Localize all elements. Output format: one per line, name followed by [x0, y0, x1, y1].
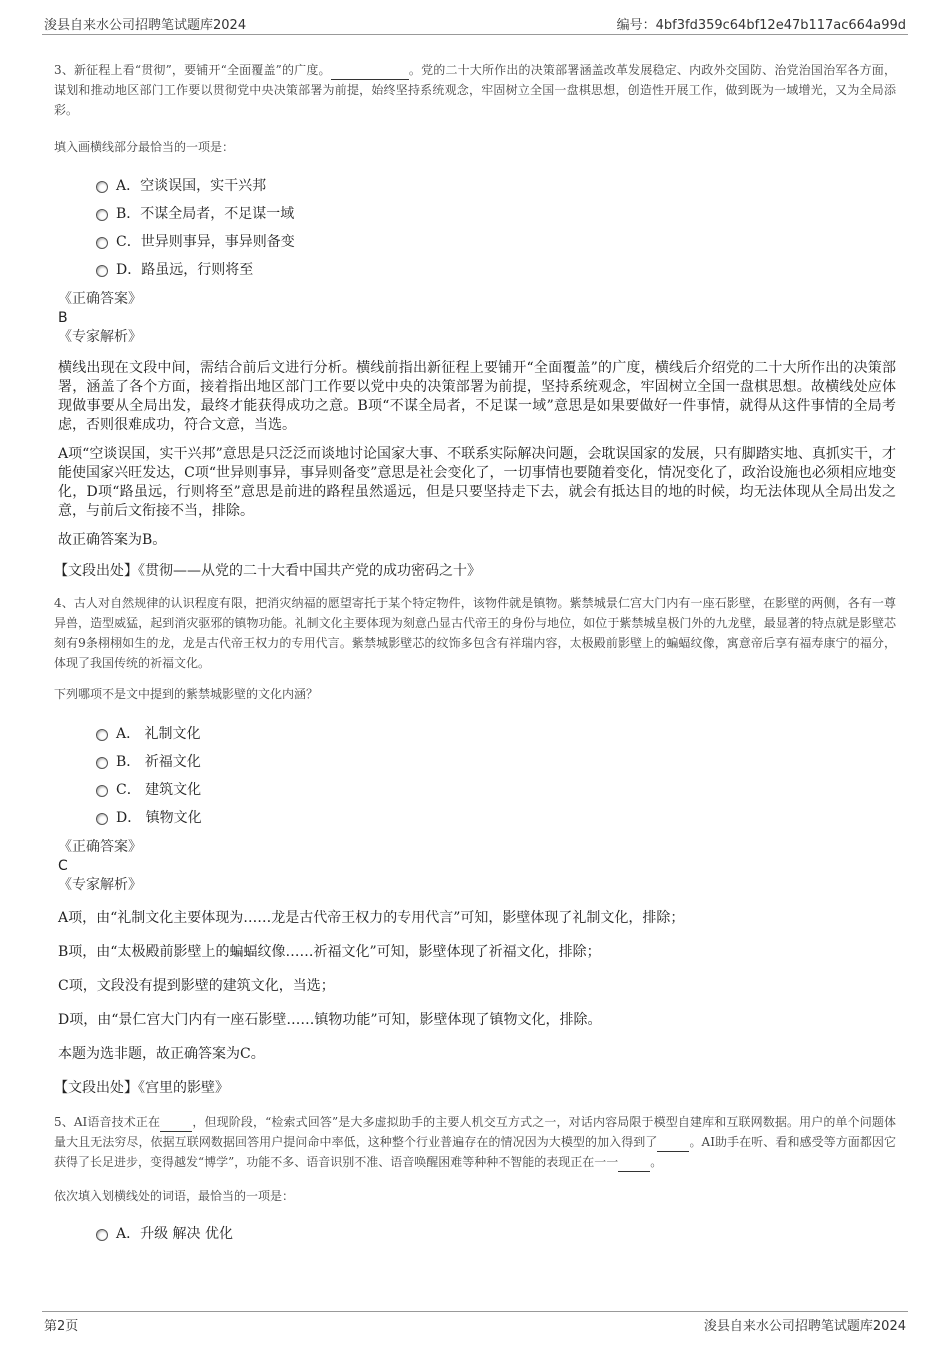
question-3-options [54, 172, 896, 284]
radio-button[interactable] [96, 757, 108, 769]
analysis-paragraph: A项“空谈误国，实干兴邦”意思是只泛泛而谈地讨论国家大事、不联系实际解决问题，会耽误国家的发展，只有脚踏实地、真抓实干，才能使国家兴旺发达，C项“世异则事异，事异则备变”意思是社会变化了，一切事情也要随着变化，情况变化了，政治设施也必须相应地变化，D项“路虽远，行则将至”意思是前进的路程虽然遥远，但是只要坚持走下去，就会有抵达目的地的时候，均无法体现从全局出发之意，与前后文衔接不当，排除。 [58, 446, 896, 519]
question-3-text: 3、新征程上看“贯彻”，要铺开“全面覆盖”的广度。 。党的二十大所作出的决策部署涵盖改革发展稳定、内政外交国防、治党治国治军各方面，谋划和推动地区部门工作要以贯彻党中央决策部署为前提，始终坚持系统观念，牢固树立全国一盘棋思想，创造性开展工作，做到既为一域增光，又为全局添彩。 [54, 63, 896, 117]
analysis-label: 《专家解析》 [58, 877, 142, 893]
analysis-paragraph: 横线出现在文段中间，需结合前后文进行分析。横线前指出新征程上要铺开“全面覆盖”的广度，横线后介绍党的二十大所作出的决策部署，涵盖了各个方面，接着指出地区部门工作要以党中央的决策部署为前提，坚持系统观念，牢固树立全国一盘棋思想。故横线处应体现做事要从全局出发，最终才能获得成功之意。B项“不谋全局者，不足谋一域”意思是如果要做好一件事情，就得从这件事情的全局考虑，否则很难成功，符合文意，当选。 [58, 360, 896, 433]
answer-value: B [58, 310, 68, 326]
footer-title: 浚县自来水公司招聘笔试题库2024 [703, 1319, 906, 1334]
answer-blank [657, 1136, 689, 1152]
answer-blank [160, 1116, 192, 1132]
question-4 [54, 593, 896, 1098]
option-b[interactable]: B．不谋全局者，不足谋一域 [54, 200, 896, 228]
page-number: 第2页 [44, 1319, 79, 1334]
radio-button[interactable] [96, 181, 108, 193]
radio-button[interactable] [96, 209, 108, 221]
header-doc-id: 编号：4bf3fd359c64bf12e47b117ac664a99d [616, 18, 906, 33]
answer-value: C [58, 858, 68, 874]
answer-blank [331, 64, 409, 80]
question-4-prompt: 下列哪项不是文中提到的紫禁城影壁的文化内涵？ [54, 687, 319, 701]
analysis-paragraph: D项，由“景仁宫大门内有一座石影壁……镇物功能”可知，影壁体现了镇物文化，排除。 [58, 1012, 602, 1028]
radio-button[interactable] [96, 729, 108, 741]
question-3-prompt: 填入画横线部分最恰当的一项是： [54, 140, 235, 154]
question-5-prompt: 依次填入划横线处的词语，最恰当的一项是： [54, 1189, 295, 1203]
radio-button[interactable] [96, 785, 108, 797]
analysis-conclusion: 本题为选非题，故正确答案为C。 [58, 1046, 265, 1062]
page-header [42, 12, 908, 35]
page-content [54, 60, 896, 1248]
option-a[interactable]: A．空谈误国，实干兴邦 [54, 172, 896, 200]
source-citation: 【文段出处】《贯彻——从党的二十大看中国共产党的成功密码之十》 [54, 563, 481, 579]
option-d[interactable]: D．路虽远，行则将至 [54, 256, 896, 284]
option-c[interactable]: C． 建筑文化 [54, 776, 896, 804]
option-a[interactable]: A． 礼制文化 [54, 720, 896, 748]
header-title: 浚县自来水公司招聘笔试题库2024 [44, 18, 247, 33]
option-d[interactable]: D． 镇物文化 [54, 804, 896, 832]
analysis-conclusion: 故正确答案为B。 [58, 532, 167, 548]
answer-label: 《正确答案》 [58, 839, 142, 855]
option-c[interactable]: C．世异则事异，事异则备变 [54, 228, 896, 256]
question-5-options [54, 1220, 896, 1248]
analysis-paragraph: B项，由“太极殿前影壁上的蝙蝠纹像……祈福文化”可知，影壁体现了祈福文化，排除； [58, 944, 601, 960]
page-footer [42, 1311, 908, 1334]
question-5 [54, 1112, 896, 1248]
option-b[interactable]: B． 祈福文化 [54, 748, 896, 776]
answer-blank [618, 1156, 650, 1172]
radio-button[interactable] [96, 237, 108, 249]
analysis-paragraph: C项，文段没有提到影壁的建筑文化，当选； [58, 978, 335, 994]
question-5-text: 5、AI语音技术正在 ，但现阶段，“检索式回答”是大多虚拟助手的主要人机交互方式之一，对话内容局限于模型自建库和互联网数据。用户的单个问题体量大且无法穷尽，依据互联网数据回答用户提问命中率低，这种整个行业普遍存在的情况因为大模型的加入得到了 。AI助手在听、看和感受等方面都因它获得了长足进步，变得越发“博学”，功能不多、语音识别不准、语音唤醒困难等种种不智能的表现正在一一 。 [54, 1112, 896, 1172]
radio-button[interactable] [96, 813, 108, 825]
radio-button[interactable] [96, 1229, 108, 1241]
source-citation: 【文段出处】《宫里的影壁》 [54, 1080, 229, 1096]
question-4-options [54, 720, 896, 832]
question-3 [54, 60, 896, 581]
analysis-paragraph: A项，由“礼制文化主要体现为……龙是古代帝王权力的专用代言”可知，影壁体现了礼制文化，排除； [58, 910, 685, 926]
option-a[interactable]: A．升级 解决 优化 [54, 1220, 896, 1248]
question-4-text: 4、古人对自然规律的认识程度有限，把消灾纳福的愿望寄托于某个特定物件，该物件就是镇物。紫禁城景仁宫大门内有一座石影壁，在影壁的两侧，各有一尊异兽，造型威猛，起到消灾驱邪的镇物功能。礼制文化主要体现为刻意凸显古代帝王的身份与地位，如位于紫禁城皇极门外的九龙壁，最显著的特点就是影壁芯刻有9条栩栩如生的龙，龙是古代帝王权力的专用代言。紫禁城影壁芯的纹饰多包含有祥瑞内容，太极殿前影壁上的蝙蝠纹像，寓意帝后享有福寿康宁的福分，体现了我国传统的祈福文化。 [54, 596, 896, 670]
radio-button[interactable] [96, 265, 108, 277]
answer-label: 《正确答案》 [58, 291, 142, 307]
analysis-label: 《专家解析》 [58, 329, 142, 345]
